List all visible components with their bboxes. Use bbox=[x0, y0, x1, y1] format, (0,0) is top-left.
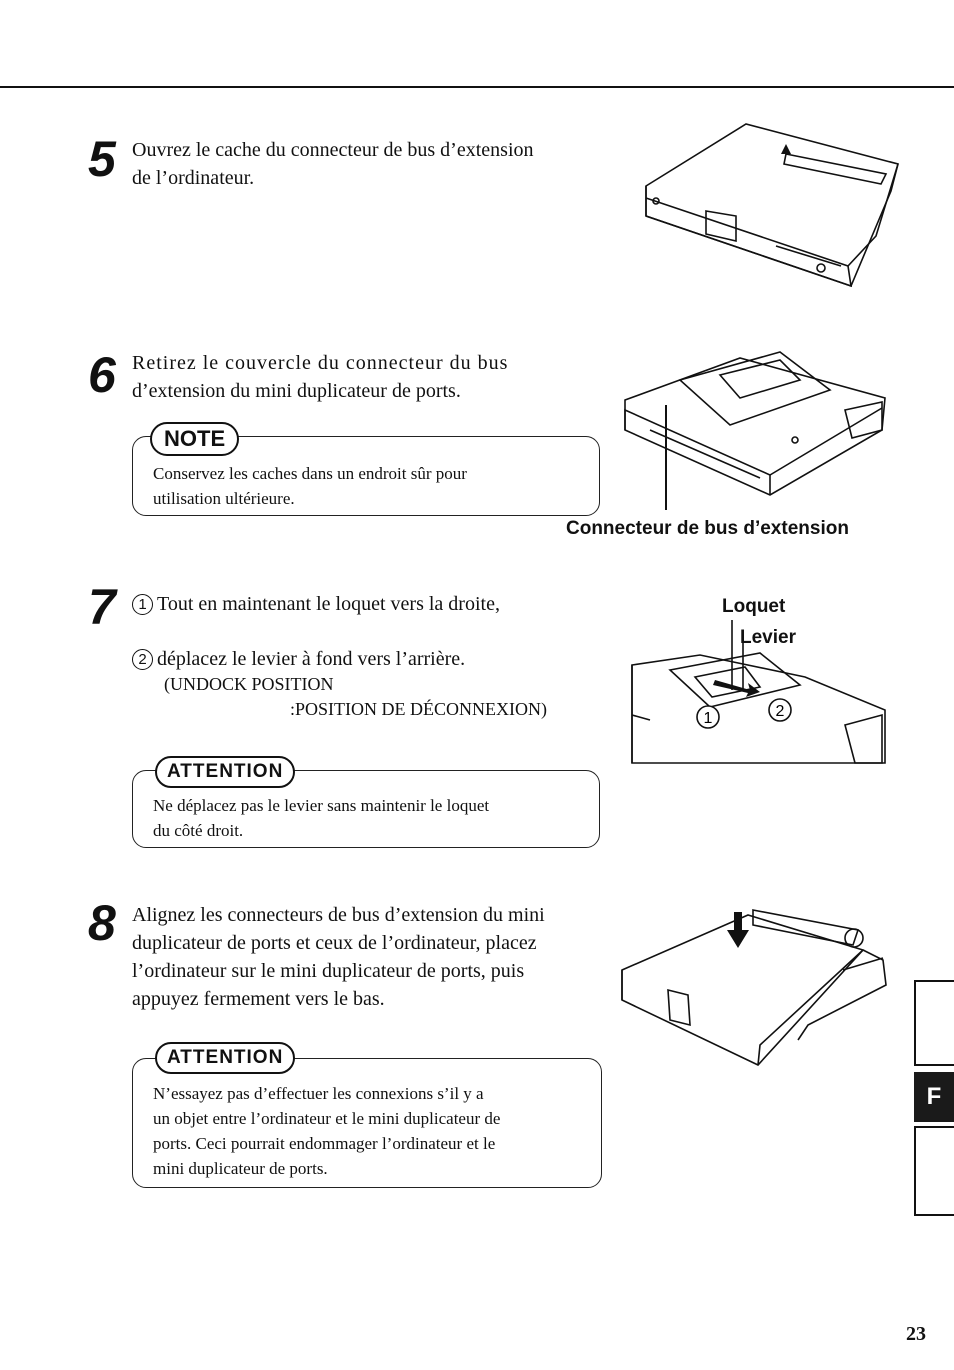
step-6-number: 6 bbox=[88, 347, 116, 403]
docking-illustration bbox=[618, 900, 890, 1075]
step-7-item-2-text: déplacez le levier à fond vers l’arrière. bbox=[157, 648, 466, 670]
step-8-line: Alignez les connecteurs de bus d’extension du mini bbox=[132, 904, 545, 926]
step-7-item-2 bbox=[132, 645, 465, 673]
step-8-text bbox=[132, 901, 602, 1013]
page-number: 23 bbox=[906, 1323, 926, 1345]
step-8-line: duplicateur de ports et ceux de l’ordinateur, placez bbox=[132, 932, 537, 954]
step-6-line: Retirez le couvercle du connecteur du bus bbox=[132, 352, 509, 374]
step-5-number: 5 bbox=[88, 131, 116, 187]
attention-badge-1: ATTENTION bbox=[155, 756, 295, 788]
attention-1-line: du côté droit. bbox=[153, 821, 244, 840]
step-7-item-1-text: Tout en maintenant le loquet vers la droite, bbox=[157, 593, 500, 615]
undock-position-text: (UNDOCK POSITION bbox=[164, 674, 334, 694]
attention-2-line: un objet entre l’ordinateur et le mini duplicateur de bbox=[153, 1109, 501, 1128]
marker-one: 1 bbox=[132, 594, 153, 615]
attention-2-line: N’essayez pas d’effectuer les connexions s’il y a bbox=[153, 1084, 484, 1103]
step-7-item-1 bbox=[132, 590, 500, 618]
position-deconnexion-text: :POSITION DE DÉCONNEXION) bbox=[290, 699, 547, 719]
levier-label: Levier bbox=[740, 627, 796, 648]
side-tab-f: F bbox=[914, 1072, 954, 1122]
side-tab-lower bbox=[914, 1126, 954, 1216]
step-6-line: d’extension du mini duplicateur de ports. bbox=[132, 380, 461, 402]
side-tab-upper bbox=[914, 980, 954, 1066]
step-5-text bbox=[132, 136, 612, 192]
note-badge: NOTE bbox=[150, 422, 239, 456]
step-5-line: Ouvrez le cache du connecteur de bus d’extension bbox=[132, 139, 534, 161]
loquet-label: Loquet bbox=[722, 596, 786, 617]
attention-1-line: Ne déplacez pas le levier sans maintenir le loquet bbox=[153, 796, 490, 815]
connector-label: Connecteur de bus d’extension bbox=[566, 518, 849, 539]
lever-latch-illustration bbox=[630, 615, 890, 770]
step-5-line: de l’ordinateur. bbox=[132, 167, 255, 189]
step-8-line: appuyez fermement vers le bas. bbox=[132, 988, 385, 1010]
attention-box-2 bbox=[132, 1058, 602, 1188]
note-line: Conservez les caches dans un endroit sûr pour bbox=[153, 464, 467, 483]
attention-2-line: mini duplicateur de ports. bbox=[153, 1159, 328, 1178]
step-8-number: 8 bbox=[88, 895, 116, 951]
port-replicator-cover-illustration bbox=[620, 350, 890, 510]
attention-2-line: ports. Ceci pourrait endommager l’ordinateur et le bbox=[153, 1134, 496, 1153]
illus-marker-two: 2 bbox=[775, 703, 785, 720]
step-7-number: 7 bbox=[88, 579, 116, 635]
note-line: utilisation ultérieure. bbox=[153, 489, 295, 508]
laptop-cover-illustration bbox=[636, 116, 906, 296]
illus-marker-one: 1 bbox=[703, 710, 713, 727]
marker-two: 2 bbox=[132, 649, 153, 670]
step-6-text bbox=[132, 349, 602, 405]
attention-badge-2: ATTENTION bbox=[155, 1042, 295, 1074]
step-8-line: l’ordinateur sur le mini duplicateur de ports, puis bbox=[132, 960, 525, 982]
header-rule bbox=[0, 86, 954, 88]
